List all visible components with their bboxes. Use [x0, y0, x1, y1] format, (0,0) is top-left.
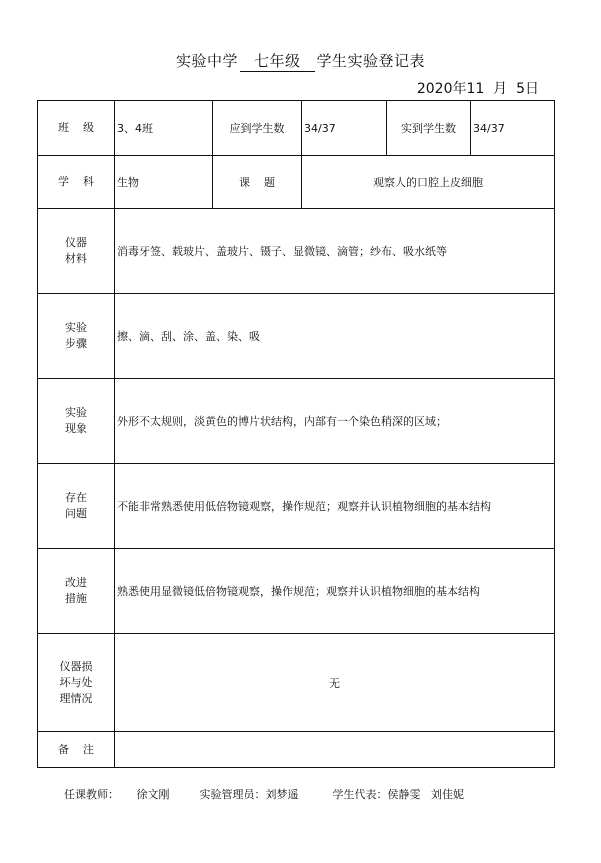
improvement-row — [38, 549, 555, 634]
class-row — [38, 101, 555, 156]
remark-value — [115, 732, 555, 768]
problems-value: 不能非常熟悉使用低倍物镜观察，操作规范；观察并认识植物细胞的基本结构 — [115, 464, 555, 549]
experiment-register-table — [37, 100, 555, 768]
steps-label: 实验 步骤 — [38, 294, 115, 379]
form-title — [0, 50, 601, 72]
phenomenon-value: 外形不太规则，淡黄色的博片状结构，内部有一个染色稍深的区域； — [115, 379, 555, 464]
topic-label: 课 题 — [213, 156, 302, 209]
class-value: 3、4班 — [115, 101, 213, 156]
subject-row — [38, 156, 555, 209]
expected-students-value: 34/37 — [302, 101, 387, 156]
problems-row — [38, 464, 555, 549]
signature-line — [64, 786, 464, 802]
class-label: 班 级 — [38, 101, 115, 156]
problems-label: 存在 问题 — [38, 464, 115, 549]
grade-field: 七年级 — [240, 50, 315, 72]
student-rep-signature: 学生代表：侯静雯 刘佳妮 — [332, 788, 464, 801]
topic-value: 观察人的口腔上皮细胞 — [302, 156, 555, 209]
actual-students-value: 34/37 — [471, 101, 555, 156]
damage-value: 无 — [115, 634, 555, 732]
school-name: 实验中学 — [175, 52, 238, 70]
materials-row — [38, 209, 555, 294]
improvement-value: 熟悉使用显微镜低倍物镜观察，操作规范；观察并认识植物细胞的基本结构 — [115, 549, 555, 634]
expected-students-label: 应到学生数 — [213, 101, 302, 156]
subject-label: 学 科 — [38, 156, 115, 209]
teacher-signature: 任课教师： 徐文刚 — [64, 788, 170, 801]
remark-label: 备 注 — [38, 732, 115, 768]
damage-row — [38, 634, 555, 732]
phenomenon-row — [38, 379, 555, 464]
record-date: 2020年11 月 5日 — [416, 81, 539, 97]
steps-row — [38, 294, 555, 379]
steps-value: 擦、滴、刮、涂、盖、染、吸 — [115, 294, 555, 379]
subject-value: 生物 — [115, 156, 213, 209]
actual-students-label: 实到学生数 — [387, 101, 471, 156]
form-name: 学生实验登记表 — [316, 52, 426, 70]
improvement-label: 改进 措施 — [38, 549, 115, 634]
materials-value: 消毒牙签、载玻片、盖玻片、镊子、显微镜、滴管；纱布、吸水纸等 — [115, 209, 555, 294]
damage-label: 仪器损 坏与处 理情况 — [38, 634, 115, 732]
materials-label: 仪器 材料 — [38, 209, 115, 294]
remark-row — [38, 732, 555, 768]
manager-signature: 实验管理员：刘梦遥 — [199, 788, 299, 801]
phenomenon-label: 实验 现象 — [38, 379, 115, 464]
